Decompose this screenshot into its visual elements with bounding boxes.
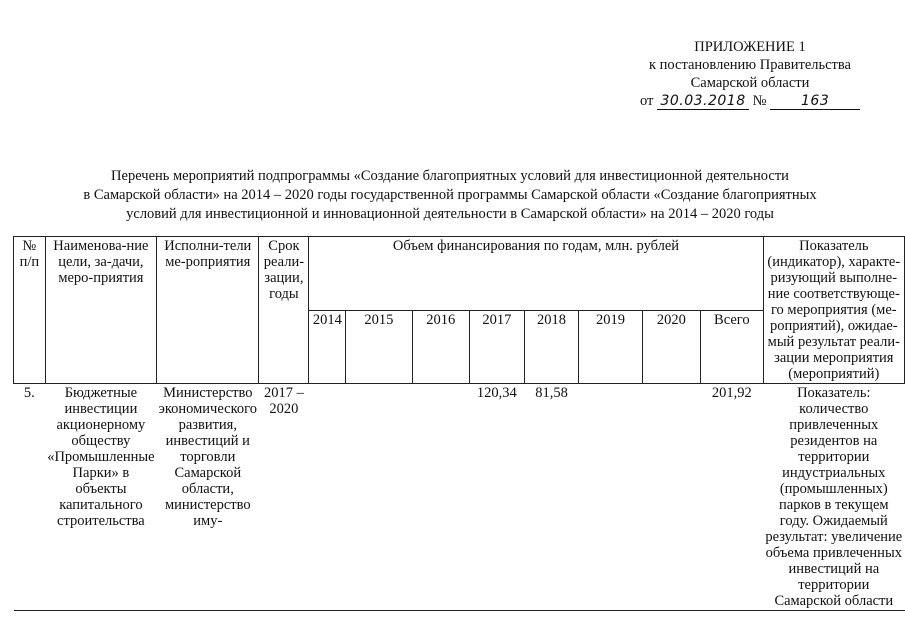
header-funding: Объем финансирования по годам, млн. рублей	[309, 237, 763, 311]
row-value-2019	[579, 384, 642, 611]
row-value-2016	[412, 384, 469, 611]
table-row	[14, 384, 905, 611]
header-total: Всего	[701, 310, 764, 384]
row-value-2018: 81,58	[524, 384, 579, 611]
row-term: 2017 – 2020	[259, 384, 309, 611]
number-value: 163	[770, 94, 860, 110]
row-indicator: Показатель: количество привлеченных резидентов на территории индустриальных (промышленных) парков в текущем году. Ожидаемый результат: увеличение объема привлеченных инвестиций на территории Самарской области	[763, 384, 904, 611]
header-year-2019: 2019	[579, 310, 642, 384]
row-executor: Министерство экономического развития, инвестиций и торговли Самарской области, министерство иму-	[157, 384, 259, 611]
header-indicator: Показатель (индикатор), характе-ризующий выполне-ние соответствующе-го мероприятия (ме-роприятий), ожидае-мый результат реали-зации мероприятия (мероприятий)	[763, 237, 904, 384]
appendix-subtitle-2: Самарской области	[690, 75, 810, 91]
header-executor: Исполни-тели ме-роприятия	[157, 237, 259, 384]
number-prefix: №	[752, 93, 767, 109]
date-value: 30.03.2018	[657, 94, 749, 110]
measures-table	[13, 236, 905, 611]
date-number-line	[630, 92, 870, 110]
row-value-2020	[642, 384, 700, 611]
appendix-header	[630, 38, 870, 110]
header-year-2016: 2016	[412, 310, 469, 384]
row-value-total: 201,92	[701, 384, 764, 611]
row-num: 5.	[14, 384, 46, 611]
header-term: Срок реали-зации, годы	[259, 237, 309, 384]
header-name: Наименова-ние цели, за-дачи, меро-приятия	[45, 237, 156, 384]
row-value-2017: 120,34	[469, 384, 524, 611]
appendix-subtitle-1: к постановлению Правительства	[649, 57, 851, 73]
header-year-2018: 2018	[524, 310, 579, 384]
row-value-2015	[346, 384, 412, 611]
date-prefix: от	[640, 93, 654, 109]
header-year-2015: 2015	[346, 310, 412, 384]
document-title	[60, 167, 840, 224]
title-line-2: в Самарской области» на 2014 – 2020 годы государственной программы Самарской области «Создание благоприятных	[83, 187, 817, 203]
header-year-2014: 2014	[309, 310, 346, 384]
header-num: № п/п	[14, 237, 46, 384]
row-value-2014	[309, 384, 346, 611]
title-line-3: условий для инвестиционной и инновационной деятельности в Самарской области» на 2014 – 2020 годы	[126, 206, 774, 222]
header-year-2020: 2020	[642, 310, 700, 384]
header-year-2017: 2017	[469, 310, 524, 384]
row-name: Бюджетные инвестиции акционерному обществу «Промышленные Парки» в объекты капитального строительства	[45, 384, 156, 611]
appendix-title: ПРИЛОЖЕНИЕ 1	[694, 39, 806, 55]
table-header-row-1	[14, 237, 905, 311]
title-line-1: Перечень мероприятий подпрограммы «Создание благоприятных условий для инвестиционной деятельности	[111, 168, 789, 184]
